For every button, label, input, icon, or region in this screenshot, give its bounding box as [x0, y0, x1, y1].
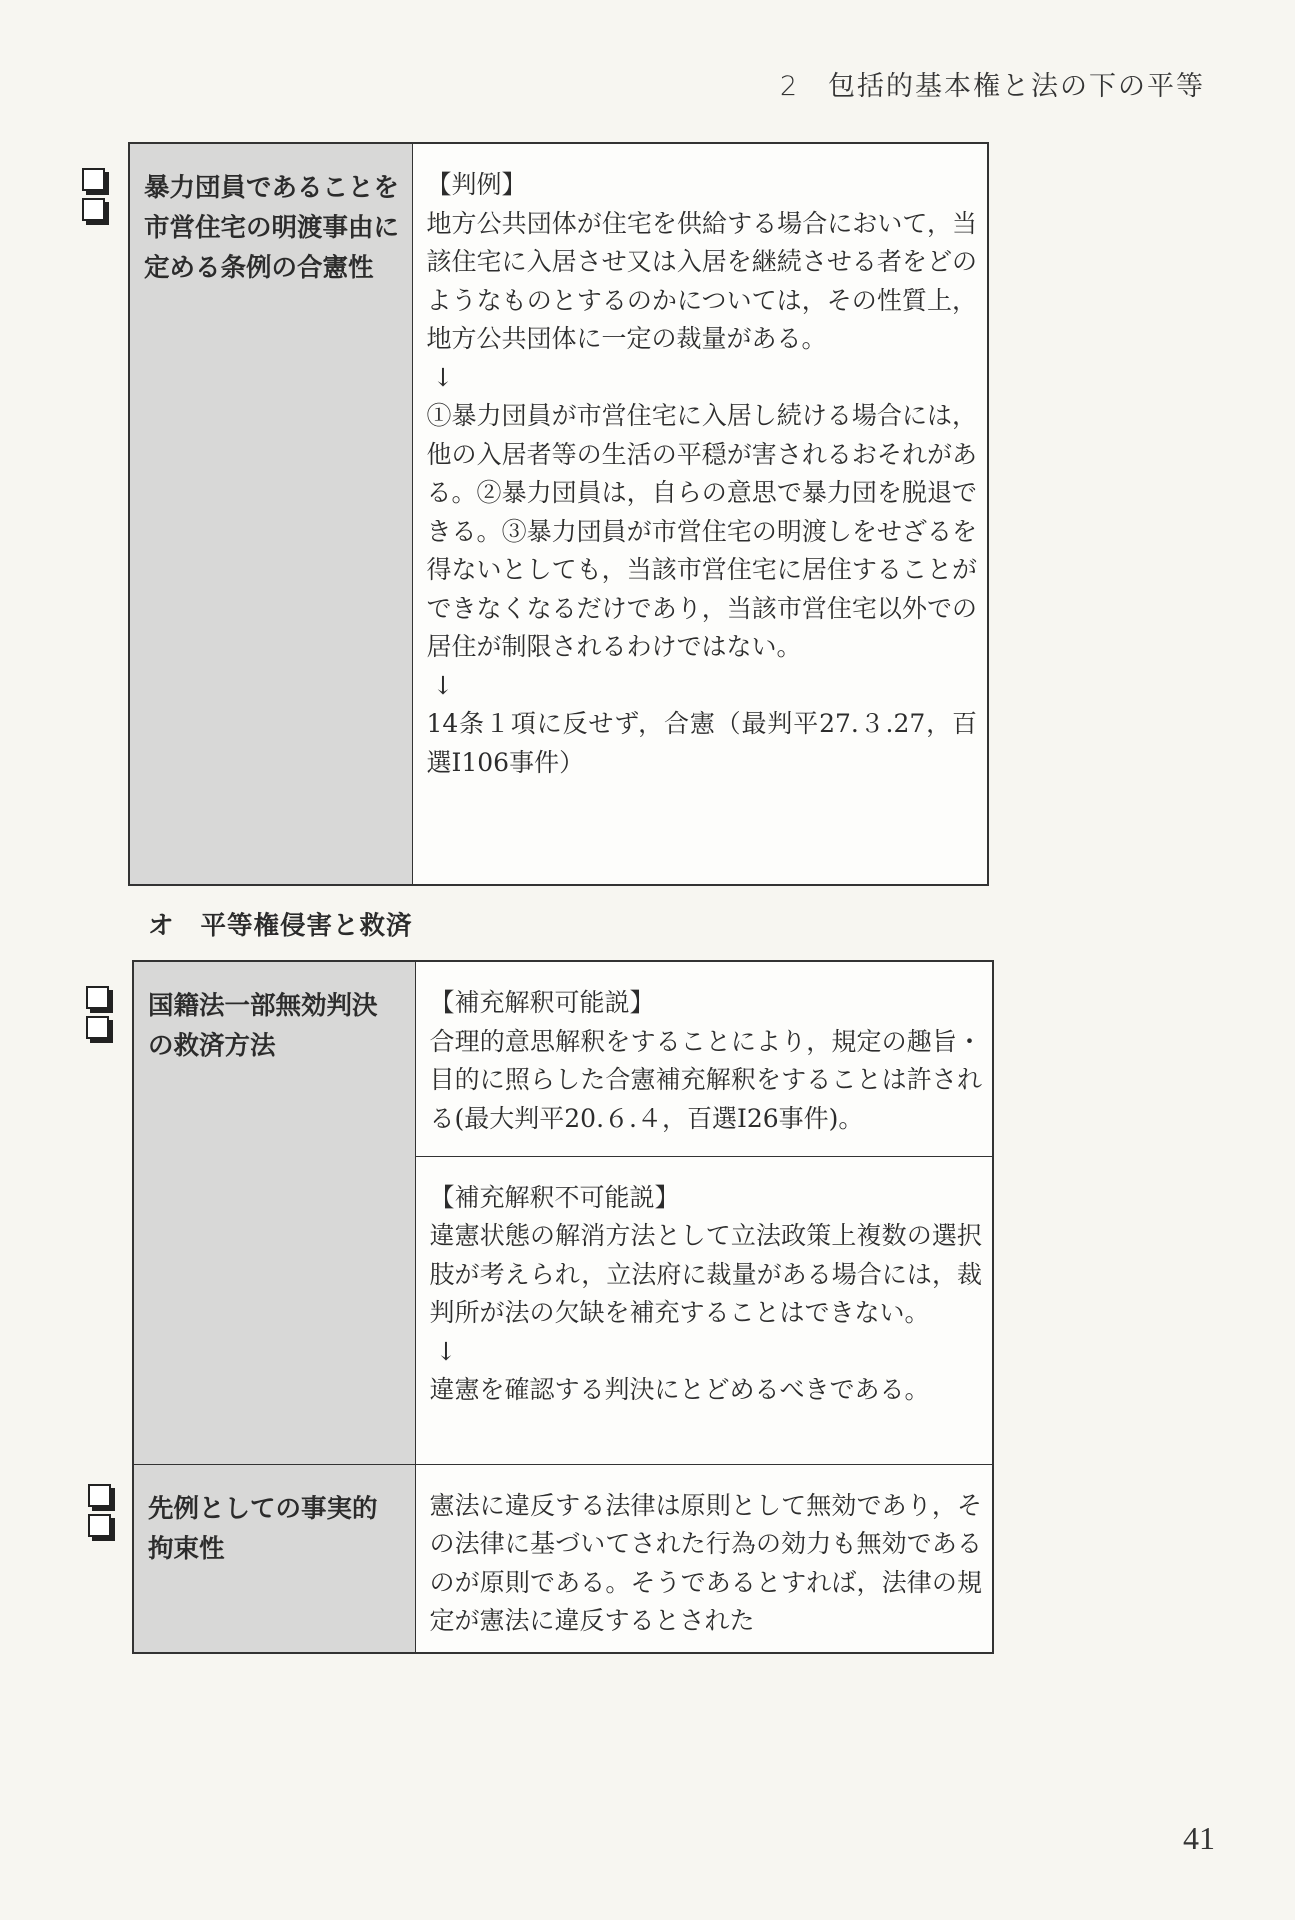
paragraph: ①暴力団員が市営住宅に入居し続ける場合には，他の入居者等の生活の平穏が害されるおそれがある。②暴力団員は，自らの意思で暴力団を脱退できる。③暴力団員が市営住宅の明渡しをせざるを得ないとしても，当該市営住宅に居住することができなくなるだけであり，当該市営住宅以外での居住が制限されるわけではない。 [426, 401, 977, 661]
explanation-cell [412, 143, 988, 885]
review-checkbox[interactable] [88, 1514, 111, 1537]
topic-cell: 暴力団員であることを市営住宅の明渡事由に定める条例の合憲性 [129, 143, 412, 885]
explanation-cell [415, 961, 993, 1156]
theory-heading: 【補充解釈不可能説】 [429, 1182, 680, 1212]
review-checkboxes [88, 1484, 116, 1537]
down-arrow-icon: ↓ [432, 670, 454, 700]
theory-heading: 【補充解釈可能説】 [429, 988, 655, 1017]
section-heading [148, 906, 413, 942]
conclusion: 違憲を確認する判決にとどめるべきである。 [429, 1375, 930, 1404]
page-number: 41 [1183, 1820, 1215, 1856]
section-marker: オ [148, 911, 175, 941]
paragraph: 地方公共団体が住宅を供給する場合において，当該住宅に入居させ又は入居を継続させる者をどのようなものとするのかについては，その性質上，地方公共団体に一定の裁量がある。 [426, 208, 977, 353]
paragraph: 違憲状態の解消方法として立法政策上複数の選択肢が考えられ，立法府に裁量がある場合には，裁判所が法の欠缺を補充することはできない。 [429, 1221, 982, 1327]
paragraph: 合理的意思解釈をすることにより，規定の趣旨・目的に照らした合憲補充解釈をすることは許される(最大判平20.６.４，百選Ⅰ26事件)。 [429, 1026, 982, 1133]
review-checkboxes [82, 168, 110, 221]
down-arrow-icon: ↓ [435, 1336, 457, 1366]
topic-table-2 [132, 960, 994, 1654]
review-checkbox[interactable] [86, 1016, 109, 1039]
review-checkboxes [86, 986, 114, 1039]
section-title: 平等権侵害と救済 [200, 911, 413, 941]
topic-table-1 [128, 142, 989, 886]
topic-cell: 国籍法一部無効判決の救済方法 [133, 961, 415, 1464]
review-checkbox[interactable] [88, 1484, 111, 1507]
topic-cell: 先例としての事実的拘束性 [133, 1464, 415, 1653]
down-arrow-icon: ↓ [432, 362, 454, 392]
review-checkbox[interactable] [82, 168, 105, 191]
case-heading: 【判例】 [426, 170, 527, 199]
explanation-cell [415, 1156, 993, 1464]
explanation-cell [415, 1464, 993, 1653]
review-checkbox[interactable] [82, 198, 105, 221]
paragraph: 憲法に違反する法律は原則として無効であり，その法律に基づいてされた行為の効力も無効であるのが原則である。そうであるとすれば，法律の規定が憲法に違反するとされた [429, 1490, 982, 1635]
conclusion: 14条１項に反せず，合憲（最判平27.３.27，百選Ⅰ106事件） [426, 709, 977, 777]
running-head: 2 包括的基本権と法の下の平等 [779, 71, 1205, 102]
review-checkbox[interactable] [86, 986, 109, 1009]
